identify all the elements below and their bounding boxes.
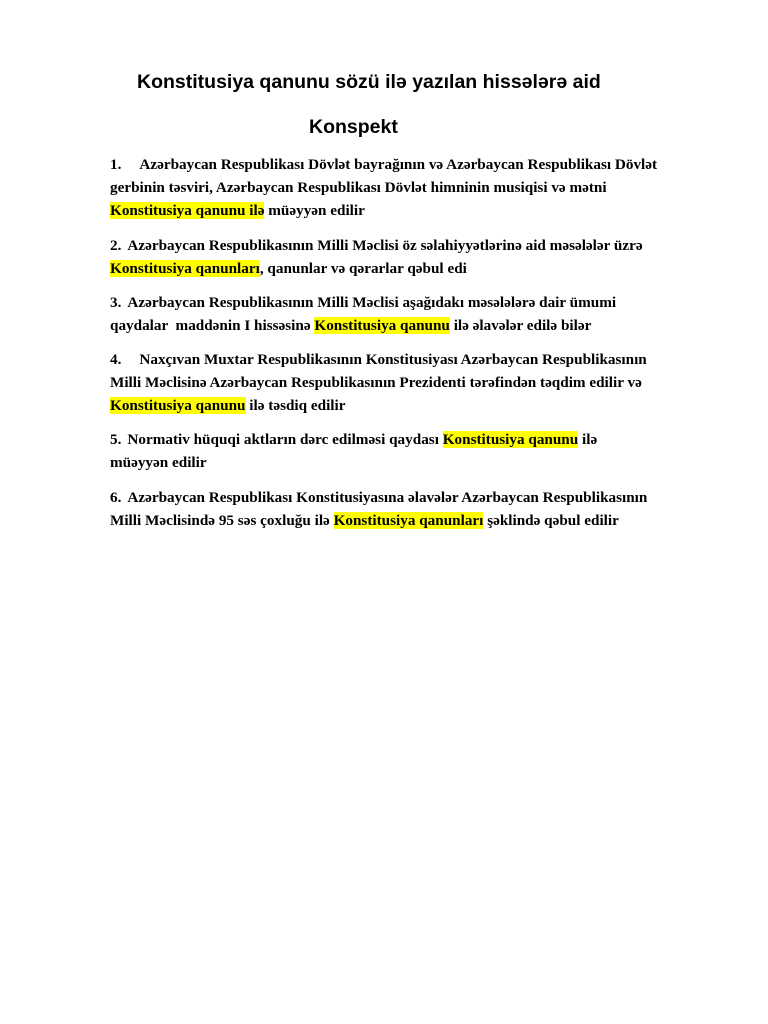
item-text: Azərbaycan Respublikası Dövlət bayrağının və Azərbaycan Respublikası Dövlət — [139, 156, 658, 173]
list-item-6 — [110, 486, 710, 532]
list-item-line — [110, 394, 710, 417]
list-item-line — [110, 428, 710, 451]
list-item-line — [110, 153, 710, 176]
item-text: Azərbaycan Respublikasının Milli Məclisi öz səlahiyyətlərinə aid məsələlər üzrə — [127, 237, 643, 254]
list-item-line — [110, 509, 710, 532]
item-text: ilə təsdiq edilir — [245, 397, 346, 414]
item-text: müəyyən edilir — [110, 454, 207, 471]
list-item-3 — [110, 291, 710, 337]
list-item-line — [110, 291, 710, 314]
highlighted-text: Konstitusiya qanunları — [110, 260, 260, 277]
item-text: şəklində qəbul edilir — [483, 512, 619, 529]
list-item-line — [110, 257, 710, 280]
item-number: 1. — [110, 156, 122, 173]
item-text: qaydalar maddənin I hissəsinə — [110, 317, 315, 334]
item-number: 2. — [110, 237, 122, 254]
list-item-line — [110, 348, 710, 371]
item-text: gerbinin təsviri, Azərbaycan Respublikası Dövlət himninin musiqisi və mətni — [110, 179, 607, 196]
highlighted-text: Konstitusiya qanunu — [110, 397, 246, 414]
item-text: Naxçıvan Muxtar Respublikasının Konstitusiyası Azərbaycan Respublikasının — [139, 351, 647, 368]
list-item-1 — [110, 153, 710, 222]
highlighted-text: Konstitusiya qanunu — [314, 317, 450, 334]
item-text: Azərbaycan Respublikasının Milli Məclisi aşağıdakı məsələlərə dair ümumi — [127, 294, 617, 311]
item-number: 3. — [110, 294, 122, 311]
list-item-line — [110, 199, 710, 222]
list-item-line — [110, 234, 710, 257]
highlighted-text: Konstitusiya qanunları — [333, 512, 484, 529]
highlighted-text: Konstitusiya qanunu ilə — [110, 202, 265, 219]
item-number: 4. — [110, 351, 122, 368]
item-text: Milli Məclisində 95 səs çoxluğu ilə — [110, 512, 334, 529]
list-item-2 — [110, 234, 710, 280]
item-text: , qanunlar və qərarlar qəbul edi — [259, 260, 467, 277]
item-number: 5. — [110, 431, 122, 448]
item-text: ilə — [578, 431, 598, 448]
item-text: Milli Məclisinə Azərbaycan Respublikasının Prezidenti tərəfindən təqdim edilir və — [110, 374, 642, 391]
list-item-line — [110, 314, 710, 337]
highlighted-text: Konstitusiya qanunu — [442, 431, 579, 448]
list-item-line — [110, 486, 710, 509]
item-text: Azərbaycan Respublikası Konstitusiyasına əlavələr Azərbaycan Respublikasının — [127, 489, 648, 506]
document-subtitle: Konspekt — [309, 116, 398, 138]
list-item-4 — [110, 348, 710, 417]
document-title: Konstitusiya qanunu sözü ilə yazılan hissələrə aid — [137, 71, 601, 93]
item-text: Normativ hüquqi aktların dərc edilməsi qaydası — [127, 431, 443, 448]
list-item-5 — [110, 428, 710, 474]
item-number: 6. — [110, 489, 122, 506]
item-text: ilə əlavələr edilə bilər — [449, 317, 592, 334]
item-text: müəyyən edilir — [264, 202, 365, 219]
